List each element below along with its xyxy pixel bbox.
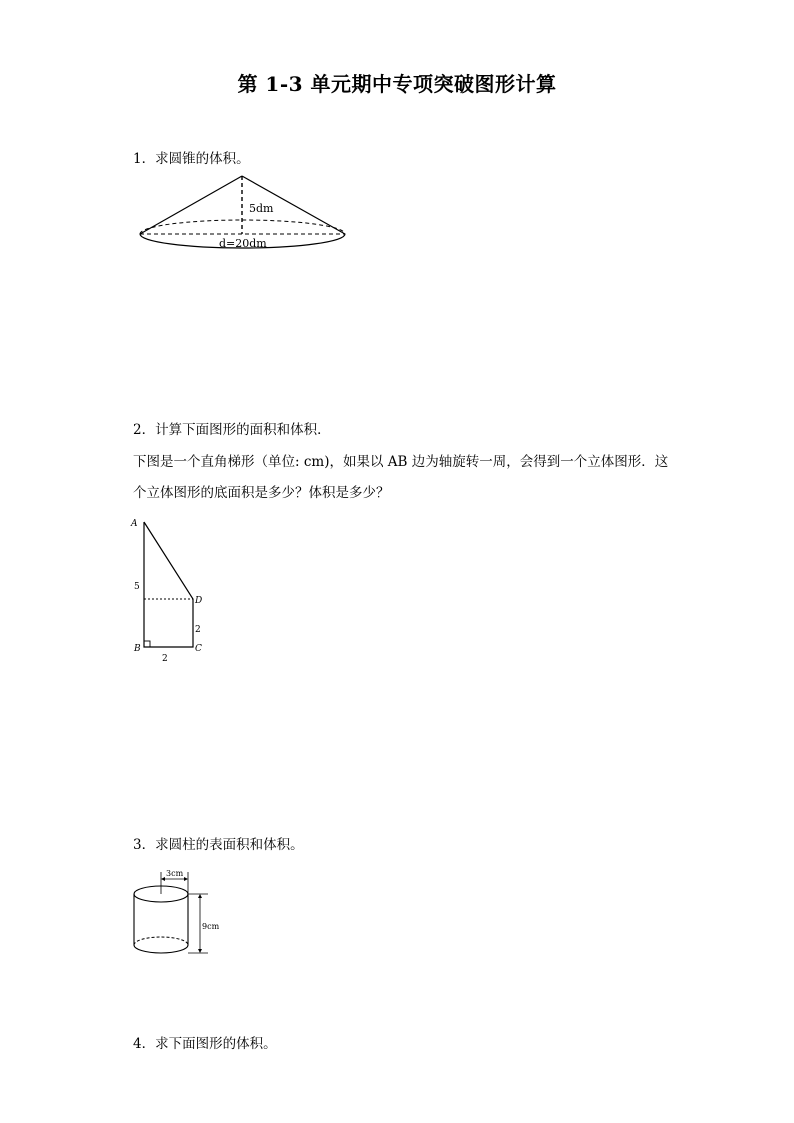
side-bc-label: 2 xyxy=(162,654,168,664)
cone-height-label: 5dm xyxy=(249,202,274,215)
cylinder-bottom-back xyxy=(134,937,188,945)
height-arrow-top xyxy=(198,894,202,898)
height-arrow-bottom xyxy=(198,949,202,953)
cone-diameter-label: d=20dm xyxy=(219,237,267,250)
right-angle-mark xyxy=(144,641,150,647)
question-number: 4． xyxy=(133,1036,156,1052)
cylinder-height-label: 9cm xyxy=(202,922,220,931)
question-4 xyxy=(133,1034,277,1054)
page-title: 第 1-3 单元期中专项突破图形计算 xyxy=(237,72,557,96)
question-text: 求圆柱的表面积和体积。 xyxy=(155,837,304,853)
side-dc-label: 2 xyxy=(195,625,201,635)
cone-left-side xyxy=(140,176,242,234)
question-3 xyxy=(133,835,304,855)
question-text: 求下面图形的体积。 xyxy=(155,1036,277,1052)
vertex-d-label: D xyxy=(195,596,203,606)
cone-figure xyxy=(135,170,355,255)
question-number: 1． xyxy=(133,151,156,167)
vertex-c-label: C xyxy=(195,644,202,654)
vertex-b-label: B xyxy=(134,644,141,654)
question-text: 计算下面图形的面积和体积． xyxy=(155,422,331,438)
question-number: 2． xyxy=(133,422,156,438)
radius-label: 3cm xyxy=(166,869,184,878)
question-1 xyxy=(133,149,250,169)
side-ab-upper-label: 5 xyxy=(134,582,140,592)
question-2-body-line-2: 个立体图形的底面积是多少？体积是多少？ xyxy=(133,485,390,501)
question-2-body-line-1: 下图是一个直角梯形（单位: cm)，如果以 AB 边为轴旋转一周，会得到一个立体图形．这 xyxy=(133,454,669,470)
radius-arrow-left xyxy=(161,877,165,881)
cylinder-figure xyxy=(128,866,228,961)
question-text: 求圆锥的体积。 xyxy=(155,151,250,167)
trapezoid-figure xyxy=(128,515,218,665)
question-2 xyxy=(133,420,331,440)
vertex-a-label: A xyxy=(131,519,138,529)
radius-arrow-right xyxy=(184,877,188,881)
question-number: 3． xyxy=(133,837,156,853)
trapezoid-outline xyxy=(144,522,193,647)
cylinder-bottom-front xyxy=(134,945,188,953)
